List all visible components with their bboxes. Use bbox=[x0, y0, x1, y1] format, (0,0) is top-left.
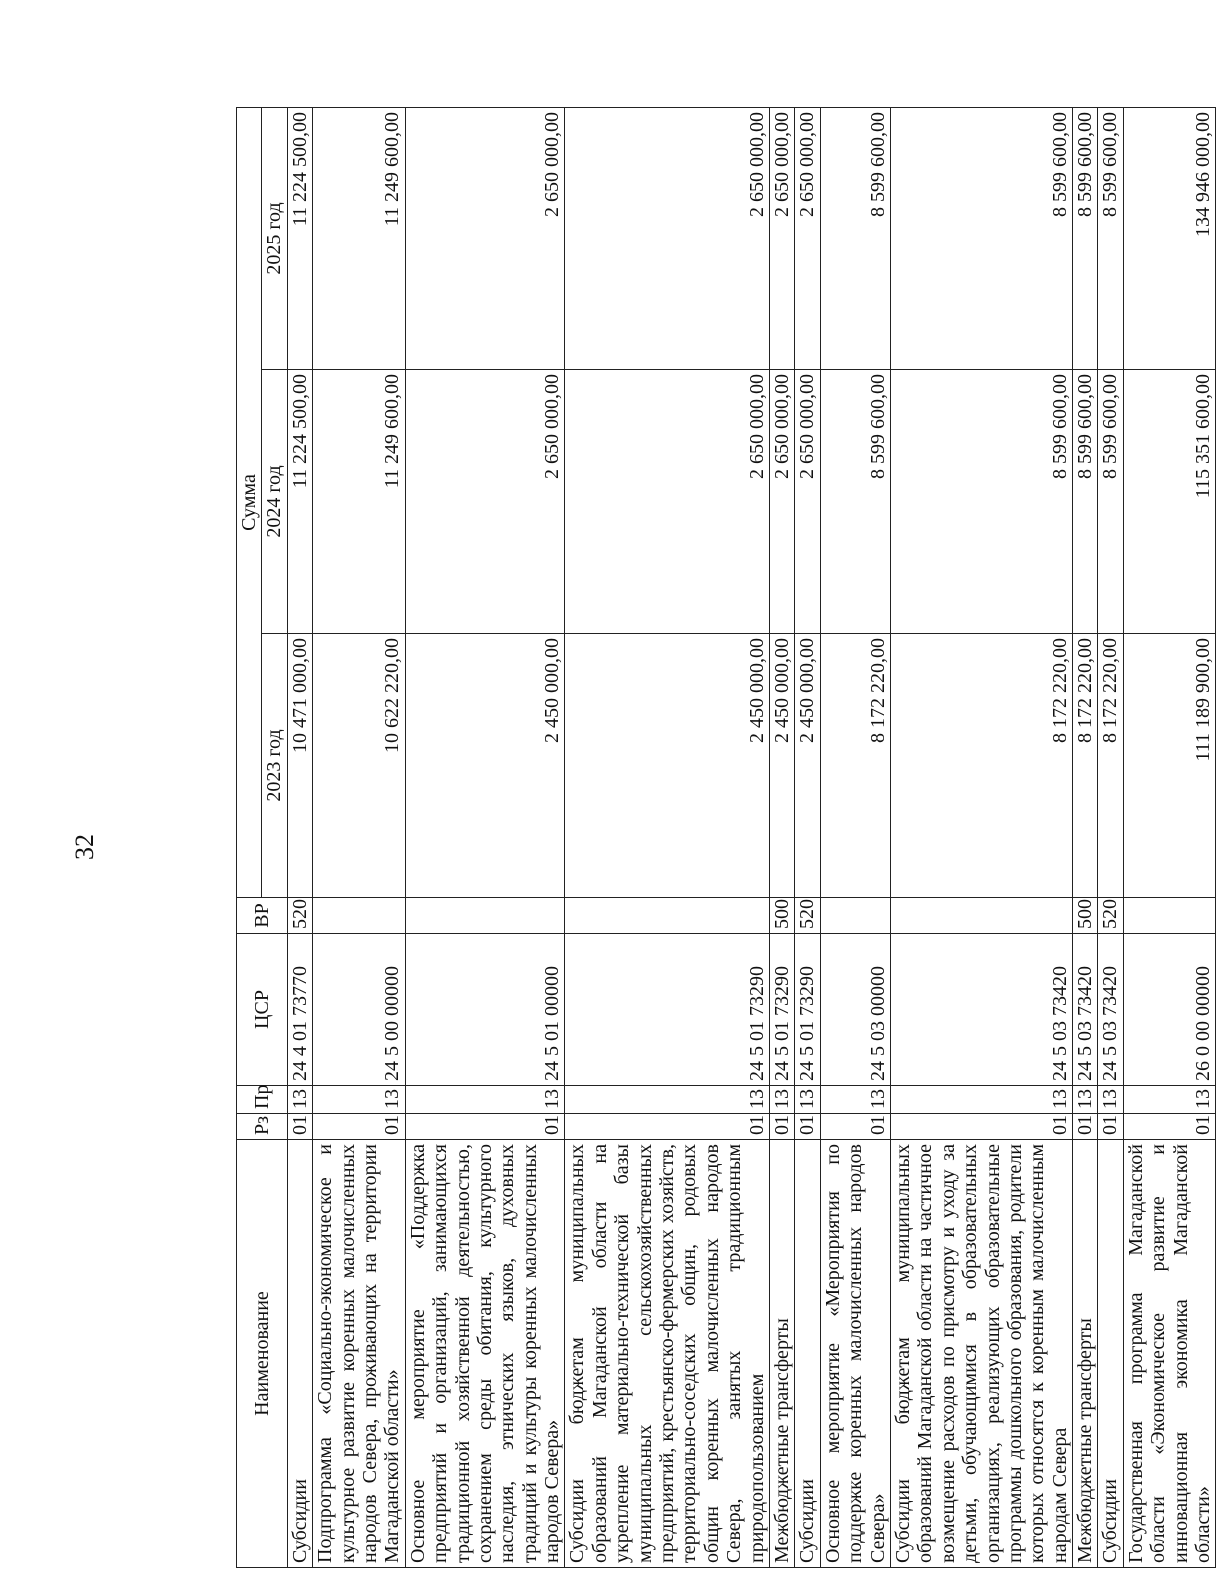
cell-name: Субсидии bbox=[287, 1140, 312, 1568]
cell-2025: 8 599 600,00 bbox=[1073, 107, 1098, 369]
cell-2024: 2 650 000,00 bbox=[405, 370, 565, 634]
cell-2025: 8 599 600,00 bbox=[1098, 107, 1123, 369]
cell-2024: 2 650 000,00 bbox=[769, 370, 794, 634]
cell-2024: 11 224 500,00 bbox=[287, 370, 312, 634]
header-csr: ЦСР bbox=[237, 934, 288, 1086]
cell-2024: 8 599 600,00 bbox=[1098, 370, 1123, 634]
cell-name: Субсидии бюджетам муниципальных образований Магаданской области на частичное возмещение расходов по присмотру и уходу за детьми, обучающимися в образовательных организациях, реализующих образовательные программы дошкольного образования, родители которых относятся к коренным малочисленным народам Севера bbox=[890, 1140, 1072, 1568]
cell-name: Межбюджетные трансферты bbox=[1073, 1140, 1098, 1568]
cell-rz: 01 bbox=[769, 1114, 794, 1140]
header-row-top bbox=[237, 107, 262, 1567]
cell-2024: 8 599 600,00 bbox=[1073, 370, 1098, 634]
cell-pr: 13 bbox=[1123, 1086, 1216, 1114]
cell-csr: 24 4 01 73770 bbox=[287, 934, 312, 1086]
cell-vr: 520 bbox=[287, 898, 312, 934]
cell-pr: 13 bbox=[769, 1086, 794, 1114]
cell-pr: 13 bbox=[313, 1086, 406, 1114]
table-row bbox=[1073, 107, 1098, 1567]
header-year-2024: 2024 год bbox=[262, 370, 287, 634]
table-row bbox=[565, 107, 770, 1567]
cell-2025: 11 224 500,00 bbox=[287, 107, 312, 369]
rotated-page bbox=[236, 108, 1215, 1568]
table-body bbox=[287, 107, 1216, 1567]
header-name: Наименование bbox=[237, 1140, 288, 1568]
cell-2024: 8 599 600,00 bbox=[820, 370, 890, 634]
cell-csr: 24 5 03 73420 bbox=[1098, 934, 1123, 1086]
cell-2023: 2 450 000,00 bbox=[565, 634, 770, 898]
cell-csr: 24 5 00 00000 bbox=[313, 934, 406, 1086]
page-number: 32 bbox=[70, 834, 99, 860]
cell-vr bbox=[890, 898, 1072, 934]
cell-csr: 24 5 03 73420 bbox=[890, 934, 1072, 1086]
header-sum: Сумма bbox=[237, 107, 262, 897]
cell-csr: 24 5 01 73290 bbox=[795, 934, 820, 1086]
cell-2024: 2 650 000,00 bbox=[795, 370, 820, 634]
cell-2025: 2 650 000,00 bbox=[795, 107, 820, 369]
cell-2024: 8 599 600,00 bbox=[890, 370, 1072, 634]
cell-rz: 01 bbox=[1073, 1114, 1098, 1140]
cell-csr: 24 5 01 73290 bbox=[769, 934, 794, 1086]
table-row bbox=[820, 107, 890, 1567]
header-rz: Рз bbox=[237, 1114, 288, 1140]
cell-2023: 111 189 900,00 bbox=[1123, 634, 1216, 898]
cell-pr: 13 bbox=[890, 1086, 1072, 1114]
cell-vr: 520 bbox=[1098, 898, 1123, 934]
cell-2025: 2 650 000,00 bbox=[405, 107, 565, 369]
budget-table bbox=[236, 107, 1216, 1568]
cell-name: Основное мероприятие «Поддержка предприятий и организаций, занимающихся традиционной хозяйственной деятельностью, сохранением среды обитания, культурного наследия, этнических языков, духовных традиций и культуры коренных малочисленных народов Севера» bbox=[405, 1140, 565, 1568]
cell-vr bbox=[313, 898, 406, 934]
cell-2025: 11 249 600,00 bbox=[313, 107, 406, 369]
cell-pr: 13 bbox=[565, 1086, 770, 1114]
cell-2025: 2 650 000,00 bbox=[769, 107, 794, 369]
cell-2025: 2 650 000,00 bbox=[565, 107, 770, 369]
cell-rz: 01 bbox=[890, 1114, 1072, 1140]
table-row bbox=[795, 107, 820, 1567]
table-row bbox=[405, 107, 565, 1567]
cell-vr bbox=[405, 898, 565, 934]
cell-2024: 11 249 600,00 bbox=[313, 370, 406, 634]
cell-2025: 8 599 600,00 bbox=[820, 107, 890, 369]
cell-pr: 13 bbox=[820, 1086, 890, 1114]
cell-name: Субсидии bbox=[795, 1140, 820, 1568]
table-row bbox=[313, 107, 406, 1567]
cell-csr: 24 5 01 73290 bbox=[565, 934, 770, 1086]
cell-rz: 01 bbox=[565, 1114, 770, 1140]
cell-pr: 13 bbox=[287, 1086, 312, 1114]
cell-pr: 13 bbox=[1098, 1086, 1123, 1114]
cell-rz: 01 bbox=[405, 1114, 565, 1140]
cell-2023: 8 172 220,00 bbox=[820, 634, 890, 898]
cell-vr bbox=[565, 898, 770, 934]
cell-csr: 24 5 01 00000 bbox=[405, 934, 565, 1086]
cell-pr: 13 bbox=[795, 1086, 820, 1114]
cell-name: Субсидии бюджетам муниципальных образований Магаданской области на укрепление материально-технической базы муниципальных сельскохозяйственных предприятий, крестьянско-фермерских хозяйств, территориально-соседских общин, родовых общин коренных малочисленных народов Севера, занятых традиционным природопользованием bbox=[565, 1140, 770, 1568]
cell-name: Подпрограмма «Социально-экономическое и культурное развитие коренных малочисленных народов Севера, проживающих на территории Магаданской области» bbox=[313, 1140, 406, 1568]
cell-vr: 500 bbox=[1073, 898, 1098, 934]
cell-2024: 115 351 600,00 bbox=[1123, 370, 1216, 634]
table-row bbox=[769, 107, 794, 1567]
cell-pr: 13 bbox=[1073, 1086, 1098, 1114]
cell-vr: 520 bbox=[795, 898, 820, 934]
cell-2023: 2 450 000,00 bbox=[405, 634, 565, 898]
cell-vr: 500 bbox=[769, 898, 794, 934]
cell-2023: 10 622 220,00 bbox=[313, 634, 406, 898]
header-pr: Пр bbox=[237, 1086, 288, 1114]
cell-2023: 10 471 000,00 bbox=[287, 634, 312, 898]
cell-csr: 24 5 03 73420 bbox=[1073, 934, 1098, 1086]
cell-rz: 01 bbox=[1098, 1114, 1123, 1140]
table-row bbox=[1123, 107, 1216, 1567]
cell-rz: 01 bbox=[1123, 1114, 1216, 1140]
cell-2023: 8 172 220,00 bbox=[1098, 634, 1123, 898]
cell-csr: 24 5 03 00000 bbox=[820, 934, 890, 1086]
cell-rz: 01 bbox=[287, 1114, 312, 1140]
cell-rz: 01 bbox=[795, 1114, 820, 1140]
cell-2025: 134 946 000,00 bbox=[1123, 107, 1216, 369]
cell-name: Межбюджетные трансферты bbox=[769, 1140, 794, 1568]
cell-2024: 2 650 000,00 bbox=[565, 370, 770, 634]
header-vr: ВР bbox=[237, 898, 288, 934]
cell-2023: 2 450 000,00 bbox=[769, 634, 794, 898]
cell-2023: 8 172 220,00 bbox=[890, 634, 1072, 898]
cell-2023: 8 172 220,00 bbox=[1073, 634, 1098, 898]
cell-2025: 8 599 600,00 bbox=[890, 107, 1072, 369]
table-row bbox=[890, 107, 1072, 1567]
cell-vr bbox=[820, 898, 890, 934]
cell-pr: 13 bbox=[405, 1086, 565, 1114]
table-row bbox=[1098, 107, 1123, 1567]
table-row bbox=[287, 107, 312, 1567]
cell-name: Основное мероприятие «Мероприятия по поддержке коренных малочисленных народов Севера» bbox=[820, 1140, 890, 1568]
cell-name: Субсидии bbox=[1098, 1140, 1123, 1568]
cell-rz: 01 bbox=[820, 1114, 890, 1140]
header-year-2025: 2025 год bbox=[262, 107, 287, 369]
cell-2023: 2 450 000,00 bbox=[795, 634, 820, 898]
cell-name: Государственная программа Магаданской области «Экономическое развитие и инновационная экономика Магаданской области» bbox=[1123, 1140, 1216, 1568]
cell-csr: 26 0 00 00000 bbox=[1123, 934, 1216, 1086]
header-year-2023: 2023 год bbox=[262, 634, 287, 898]
cell-rz: 01 bbox=[313, 1114, 406, 1140]
cell-vr bbox=[1123, 898, 1216, 934]
